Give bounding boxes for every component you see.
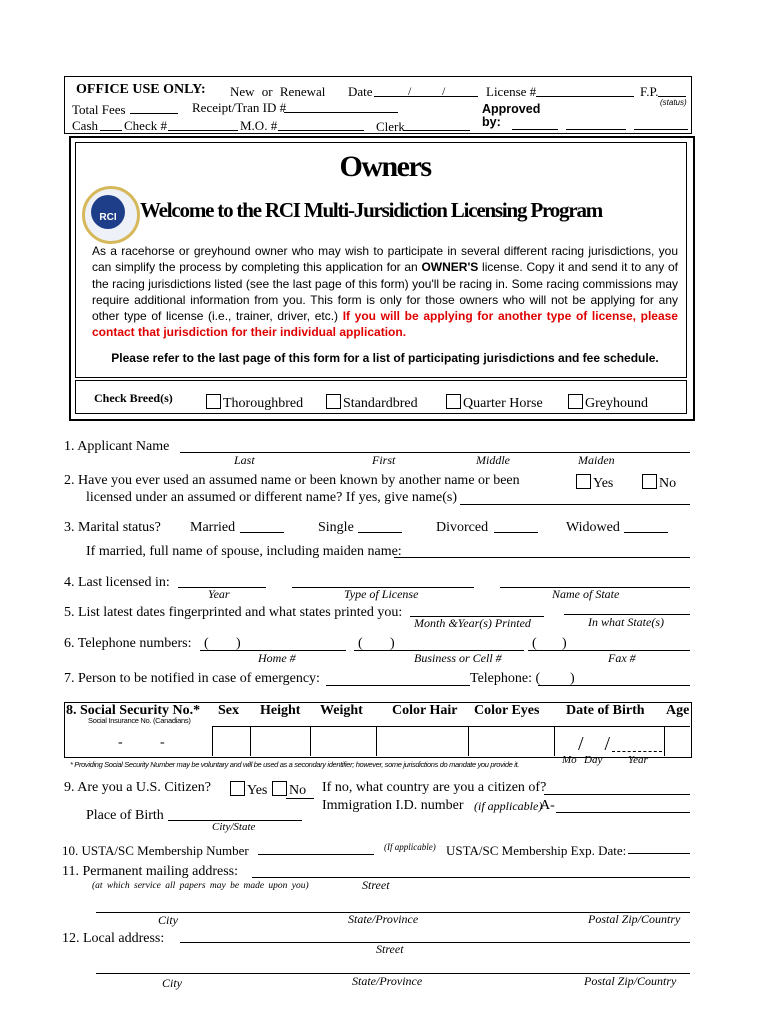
usta-exp-field[interactable]: [628, 853, 690, 854]
q3-divorced: Divorced: [436, 520, 489, 535]
q11-postal: Postal Zip/Country: [588, 912, 681, 926]
table-col-divider: [376, 726, 377, 756]
q9-a-prefix: A-: [540, 798, 555, 813]
q2-yes[interactable]: [576, 474, 613, 492]
intro-refer: Please refer to the last page of this form for a list of participating jurisdictions and fee schedule.: [111, 351, 659, 365]
q7-close: ): [570, 671, 575, 686]
q12-city: City: [162, 976, 182, 990]
q3-label: 3. Marital status?: [64, 520, 161, 535]
emergency-contact-field[interactable]: [326, 685, 470, 686]
breed-quarter-horse-label: Quarter Horse: [463, 396, 543, 411]
q3-married: Married: [190, 520, 236, 535]
clerk-label: Clerk: [376, 119, 405, 134]
table-col-divider: [212, 726, 213, 756]
checkbox-icon[interactable]: [446, 394, 461, 409]
q4-label: 4. Last licensed in:: [64, 575, 170, 590]
home-area-open: (: [204, 636, 209, 651]
intro-text-1: As a racehorse or greyhound owner who may wish to participate in several different racing jurisdictions, you can simplify the process by completing this application for an: [92, 244, 678, 275]
q7-label: 7. Person to be notified in case of emergency:: [64, 671, 320, 686]
breed-greyhound-label: Greyhound: [585, 396, 648, 411]
table-col-divider: [250, 726, 251, 756]
rci-logo: [82, 186, 140, 244]
mo-label: M.O. #: [240, 118, 278, 133]
table-col-divider: [554, 726, 555, 756]
emergency-phone-field[interactable]: [538, 685, 690, 686]
immigration-id-field[interactable]: [556, 812, 690, 813]
business-area-close: ): [390, 636, 395, 651]
q8-eyes: Color Eyes: [474, 703, 540, 718]
q2-no[interactable]: [642, 474, 676, 492]
ssn-dash-1: -: [118, 735, 123, 750]
q3-single: Single: [318, 520, 354, 535]
q8-hair: Color Hair: [392, 703, 458, 718]
q11-street: Street: [362, 878, 390, 892]
rci-logo-text: RCI: [91, 195, 125, 229]
q8-label: 8. Social Security No.*: [66, 703, 201, 718]
breed-quarter-horse[interactable]: [446, 394, 543, 412]
breed-standardbred[interactable]: [326, 394, 418, 412]
page-title: Owners: [339, 150, 431, 183]
clerk-field[interactable]: [404, 130, 470, 131]
q11-city: City: [158, 913, 178, 927]
cash-label: Cash: [72, 118, 98, 133]
q7-telephone: Telephone: (: [470, 671, 541, 686]
spouse-field[interactable]: [394, 557, 690, 558]
citizenship-field[interactable]: [544, 794, 690, 795]
mo-field[interactable]: [278, 130, 364, 131]
receipt-field[interactable]: [284, 112, 398, 113]
q10-label: 10. USTA/SC Membership Number: [62, 843, 249, 858]
q1-label: 1. Applicant Name: [64, 439, 170, 454]
q11-state: State/Province: [348, 912, 419, 926]
q5-month: Month &Year(s) Printed: [414, 616, 531, 630]
q6-business: Business or Cell #: [414, 651, 502, 665]
date-label: Date: [348, 84, 373, 99]
q9-country: If no, what country are you a citizen of?: [322, 780, 547, 795]
married-field[interactable]: [240, 532, 284, 533]
q2-line2: licensed under an assumed or different name? If yes, give name(s): [86, 490, 457, 505]
breed-greyhound[interactable]: [568, 394, 648, 412]
dob-separators: / /: [578, 733, 619, 755]
receipt-label: Receipt/Tran ID #: [192, 100, 287, 115]
intro-paragraph: [92, 243, 678, 341]
total-fees-field[interactable]: [130, 113, 178, 114]
q9-yes-label: Yes: [247, 783, 268, 798]
usta-number-field[interactable]: [258, 854, 374, 855]
approved-field-3[interactable]: [634, 129, 688, 130]
q10-if-app: (If applicable): [384, 842, 436, 852]
breed-label: Check Breed(s): [94, 391, 173, 405]
q2-line1: 2. Have you ever used an assumed name or been known by another name or been: [64, 473, 520, 488]
approved-by-label: Approved by:: [482, 102, 541, 129]
q8-mo: Mo: [562, 754, 577, 766]
checkbox-icon[interactable]: [568, 394, 583, 409]
status-label: (status): [660, 98, 687, 107]
q8-sin: Social Insurance No. (Canadians): [88, 716, 191, 725]
cash-field[interactable]: [100, 130, 122, 131]
fax-area-open: (: [532, 636, 537, 651]
q1-first: First: [372, 453, 396, 467]
widowed-field[interactable]: [624, 532, 668, 533]
q12-state: State/Province: [352, 974, 423, 988]
fp-field[interactable]: [658, 96, 686, 97]
date-sep-1: /: [408, 84, 412, 98]
table-col-divider: [664, 726, 665, 756]
new-or-renewal: New or Renewal: [230, 84, 326, 99]
breed-thoroughbred-label: Thoroughbred: [223, 396, 304, 411]
q3-widowed: Widowed: [566, 520, 620, 535]
intro-text-2: license. Copy it and send it to any of the racing jurisdictions listed (see the last page of this form) you'll be racing in. Some racing commissions may require additional information from you. This form is only for those owners who will not be applying for any other type of license (i.e., trainer, driver, etc.): [92, 260, 678, 324]
q4-year: Year: [208, 587, 230, 601]
ssn-dash-2: -: [160, 735, 165, 750]
citizenship-no-line: [286, 798, 314, 799]
total-fees-label: Total Fees: [72, 102, 126, 117]
q5-states: In what State(s): [588, 615, 664, 629]
q2-no-label: No: [659, 476, 677, 491]
intro-owners: OWNER'S: [421, 260, 479, 275]
q9-birth: Place of Birth: [86, 808, 164, 823]
q9-yes[interactable]: [230, 781, 267, 799]
q1-last: Last: [234, 453, 255, 467]
local-street-field[interactable]: [180, 942, 690, 943]
check-label: Check #: [124, 118, 167, 133]
approved-field-2[interactable]: [566, 129, 626, 130]
q1-middle: Middle: [476, 453, 510, 467]
q9-label: 9. Are you a U.S. Citizen?: [64, 780, 211, 795]
license-field[interactable]: [536, 96, 634, 97]
q9-city-state: City/State: [212, 821, 256, 833]
breed-thoroughbred[interactable]: [206, 394, 303, 412]
q9-no[interactable]: [272, 781, 306, 799]
checkbox-icon[interactable]: [206, 394, 221, 409]
assumed-name-field[interactable]: [460, 504, 690, 505]
q8-age: Age: [666, 703, 690, 718]
q8-year: Year: [628, 754, 648, 766]
page-subtitle: Welcome to the RCI Multi-Jursidiction Licensing Program: [140, 198, 603, 222]
table-col-divider: [468, 726, 469, 756]
q4-state: Name of State: [552, 587, 620, 601]
q2-yes-label: Yes: [593, 476, 614, 491]
q9-if-app: (if applicable): [474, 799, 543, 813]
q5-label: 5. List latest dates fingerprinted and what states printed you:: [64, 605, 403, 620]
checkbox-icon[interactable]: [230, 781, 245, 796]
breed-standardbred-label: Standardbred: [343, 396, 418, 411]
approved-field-1[interactable]: [512, 129, 558, 130]
fp-label: F.P.: [640, 84, 659, 99]
divorced-field[interactable]: [494, 532, 538, 533]
single-field[interactable]: [358, 532, 402, 533]
table-col-divider: [310, 726, 311, 756]
q9-immigration: Immigration I.D. number: [322, 798, 464, 813]
date-sep-2: /: [442, 84, 446, 98]
office-use-title: OFFICE USE ONLY:: [76, 82, 206, 97]
q12-street: Street: [376, 942, 404, 956]
checkbox-icon[interactable]: [272, 781, 287, 796]
q8-day: Day: [584, 754, 603, 766]
checkbox-icon[interactable]: [326, 394, 341, 409]
check-field[interactable]: [168, 130, 238, 131]
business-area-open: (: [358, 636, 363, 651]
q1-maiden: Maiden: [578, 453, 615, 467]
q6-home: Home #: [258, 651, 296, 665]
fax-area-close: ): [562, 636, 567, 651]
checkbox-icon[interactable]: [642, 474, 657, 489]
q8-height: Height: [260, 703, 301, 718]
q12-label: 12. Local address:: [62, 931, 165, 946]
q8-weight: Weight: [320, 703, 363, 718]
q3-spouse: If married, full name of spouse, including maiden name:: [86, 544, 402, 559]
mailing-street-field[interactable]: [252, 877, 690, 878]
intro-red-note: If you will be applying for another type of license, please contact that jurisdiction for their individual application.: [92, 309, 678, 340]
q8-footnote: * Providing Social Security Number may be voluntary and will be used as a secondary identifier; however, some jurisdictions do mandate you provide it.: [70, 760, 520, 769]
q8-sex: Sex: [218, 703, 239, 718]
dob-year-field[interactable]: [612, 751, 662, 752]
q12-postal: Postal Zip/Country: [584, 974, 677, 988]
q11-note: (at which service all papers may be made upon you): [92, 881, 309, 891]
q8-dob: Date of Birth: [566, 703, 645, 718]
home-area-close: ): [236, 636, 241, 651]
q6-label: 6. Telephone numbers:: [64, 636, 192, 651]
table-header-divider: [212, 726, 690, 727]
checkbox-icon[interactable]: [576, 474, 591, 489]
q9-no-label: No: [289, 783, 307, 798]
q6-fax: Fax #: [608, 651, 636, 665]
license-label: License #: [486, 84, 537, 99]
date-field[interactable]: [374, 96, 478, 97]
q10-exp: USTA/SC Membership Exp. Date:: [446, 843, 627, 858]
q11-label: 11. Permanent mailing address:: [62, 864, 238, 879]
q4-type: Type of License: [344, 587, 419, 601]
